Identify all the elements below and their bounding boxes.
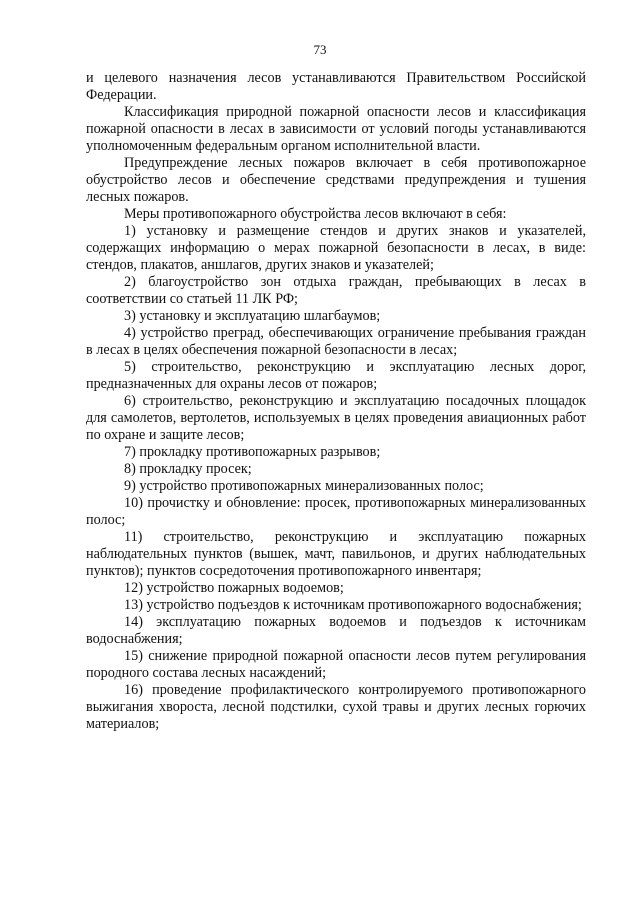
paragraph: Предупреждение лесных пожаров включает в себя противопожарное обустройство лесов и обеспечение средствами предупреждения и тушения лесных пожаров. bbox=[86, 155, 586, 205]
list-item: 13) устройство подъездов к источникам противопожарного водоснабжения; bbox=[124, 597, 582, 613]
list-item: 15) снижение природной пожарной опасности лесов путем регулирования породного состава лесных насаждений; bbox=[86, 648, 586, 681]
list-item: 2) благоустройство зон отдыха граждан, пребывающих в лесах в соответствии со статьей 11 ЛК РФ; bbox=[86, 274, 586, 307]
list-item: 8) прокладку просек; bbox=[124, 461, 252, 477]
list-item: 16) проведение профилактического контролируемого противопожарного выжигания хвороста, лесной подстилки, сухой травы и других лесных горючих материалов; bbox=[86, 682, 586, 732]
list-item: 6) строительство, реконструкцию и эксплуатацию посадочных площадок для самолетов, вертолетов, используемых в целях проведения авиационных работ по охране и защите лесов; bbox=[86, 393, 586, 443]
page-number: 73 bbox=[313, 42, 327, 57]
paragraph: Меры противопожарного обустройства лесов включают в себя: bbox=[124, 206, 507, 222]
list-item: 5) строительство, реконструкцию и эксплуатацию лесных дорог, предназначенных для охраны лесов от пожаров; bbox=[86, 359, 586, 392]
list-item: 3) установку и эксплуатацию шлагбаумов; bbox=[124, 308, 381, 324]
document-body bbox=[86, 70, 586, 733]
list-item: 1) установку и размещение стендов и других знаков и указателей, содержащих информацию о мерах пожарной безопасности в лесах, в виде: стендов, плакатов, аншлагов, других знаков и указателей; bbox=[86, 223, 586, 273]
list-item: 7) прокладку противопожарных разрывов; bbox=[124, 444, 381, 460]
paragraph: Классификация природной пожарной опасности лесов и классификация пожарной опасности в лесах в зависимости от условий погоды устанавливаются уполномоченным федеральным органом исполнительной власти. bbox=[86, 104, 586, 154]
list-item: 14) эксплуатацию пожарных водоемов и подъездов к источникам водоснабжения; bbox=[86, 614, 586, 647]
list-item: 11) строительство, реконструкцию и эксплуатацию пожарных наблюдательных пунктов (вышек, мачт, павильонов, и других наблюдательных пунктов); пунктов сосредоточения противопожарного инвентаря; bbox=[86, 529, 586, 579]
list-item: 12) устройство пожарных водоемов; bbox=[124, 580, 344, 596]
list-item: 9) устройство противопожарных минерализованных полос; bbox=[124, 478, 484, 494]
list-item: 10) прочистку и обновление: просек, противопожарных минерализованных полос; bbox=[86, 495, 586, 528]
paragraph: и целевого назначения лесов устанавливаются Правительством Российской Федерации. bbox=[86, 70, 586, 103]
list-item: 4) устройство преград, обеспечивающих ограничение пребывания граждан в лесах в целях обеспечения пожарной безопасности в лесах; bbox=[86, 325, 586, 358]
